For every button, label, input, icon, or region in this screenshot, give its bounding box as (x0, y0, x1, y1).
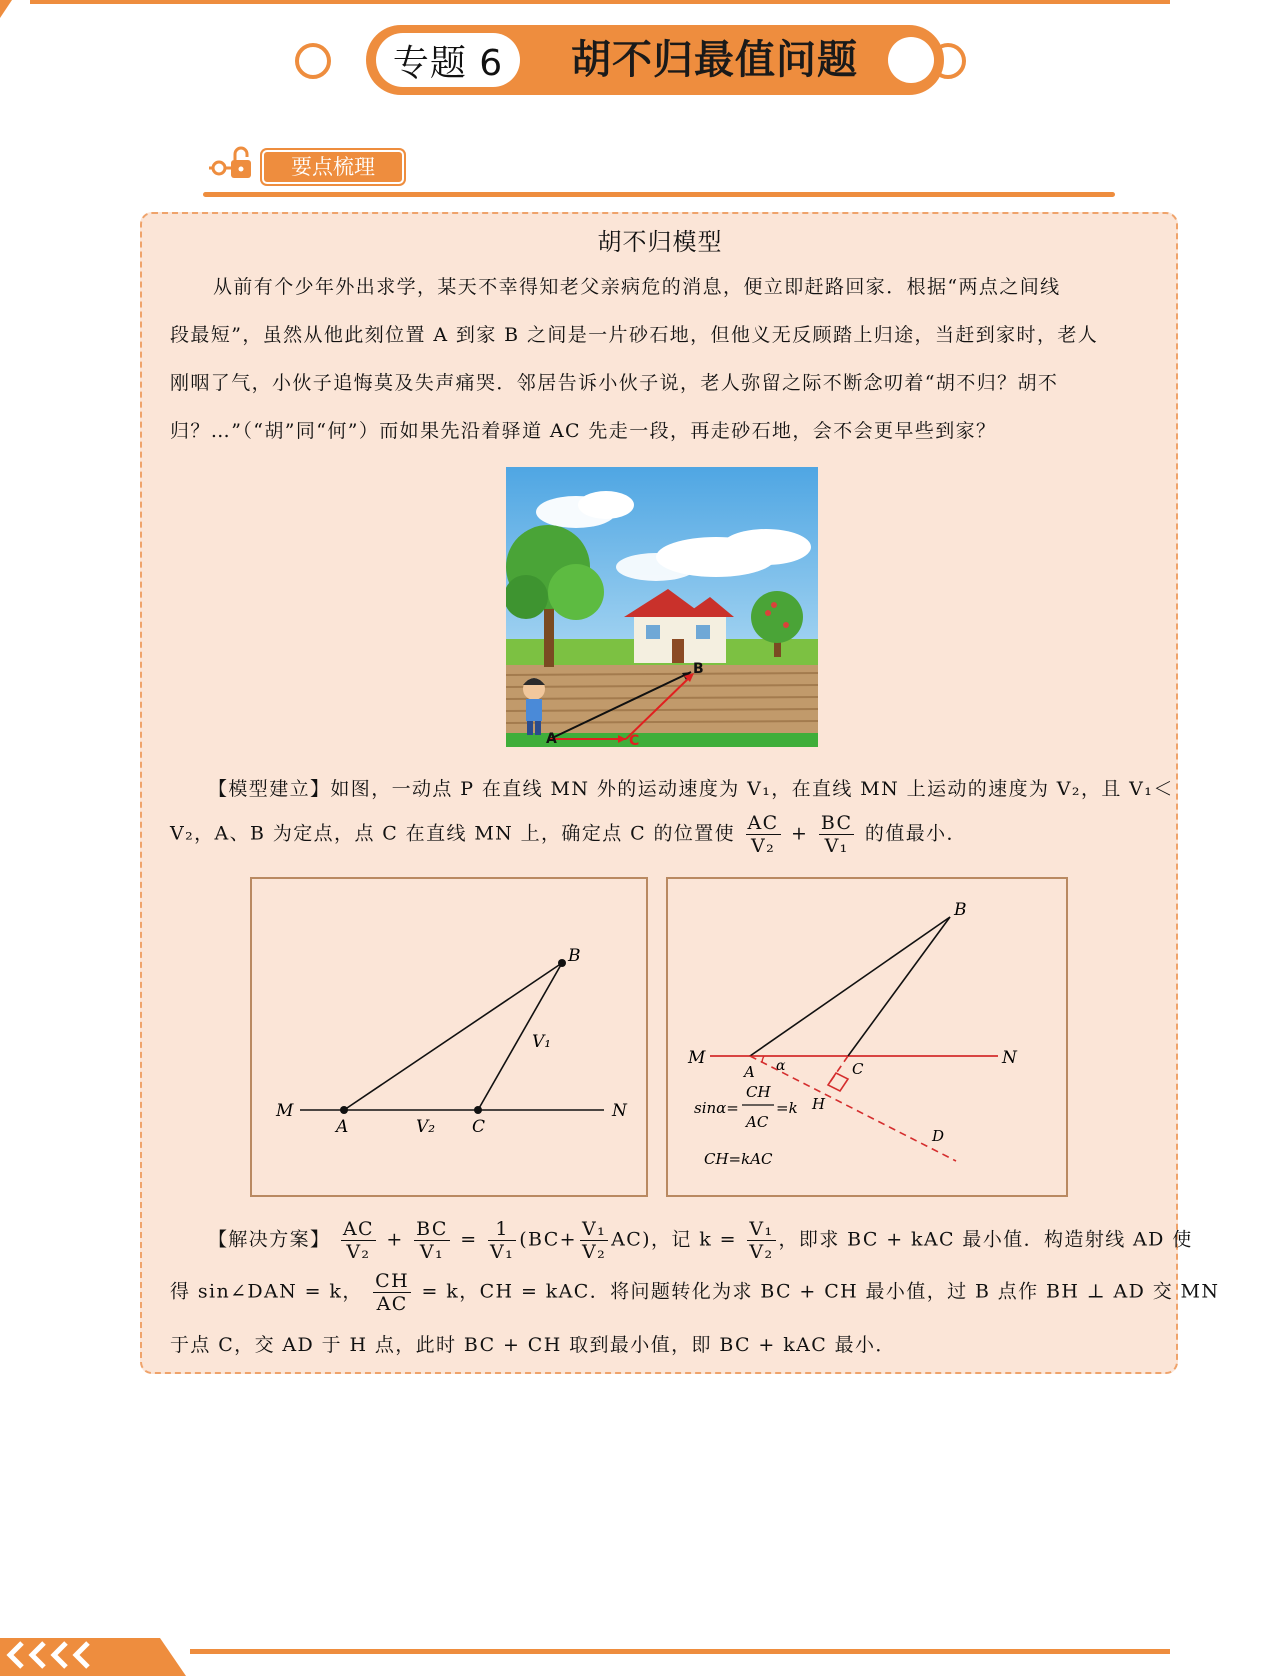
model-line-2 (170, 812, 1150, 857)
fig-left-a: A (336, 1117, 349, 1137)
sketch-label-c: C (629, 733, 640, 747)
key-lock-icon (205, 146, 257, 186)
chevron-arrows-icon (2, 1640, 94, 1670)
story-illustration (506, 467, 818, 747)
story-line-1: 从前有个少年外出求学，某天不幸得知老父亲病危的消息，便立即赶路回家．根据“两点之间线 (213, 276, 1061, 298)
fig-right-sin-eq: =k (776, 1099, 798, 1117)
story-line-2: 段最短”，虽然从他此刻位置 A 到家 B 之间是一片砂石地，但他义无反顾踏上归途，当赶到家时，老人 (170, 324, 1099, 346)
banner-dot-decoration (888, 37, 934, 83)
solution-line-2 (170, 1270, 1220, 1315)
top-corner-decoration (0, 0, 12, 18)
fig-right-c: C (852, 1060, 864, 1078)
fig-right-sin-num: CH (746, 1083, 771, 1101)
fig-right-b: B (954, 900, 967, 920)
story-line-3: 刚咽了气，小伙子追悔莫及失声痛哭．邻居告诉小伙子说，老人弥留之际不断念叨着“胡不归？胡不 (170, 372, 1059, 394)
fig-left-c: C (472, 1117, 486, 1137)
sketch-label-a: A (546, 731, 557, 747)
fraction-ac-v2: $\frac{AC}{\text{V₂}}$ (747, 812, 779, 857)
fig-right-ch-eq: CH=kAC (704, 1150, 773, 1168)
sol-frac-k: $\frac{\text{V₁}}{\text{V₂}}$ (749, 1218, 774, 1263)
fig-right-a: A (744, 1063, 755, 1081)
fig-left-n: N (612, 1101, 627, 1121)
fig-right-d: D (932, 1127, 945, 1145)
topic-label: 专题 6 (376, 33, 520, 87)
sol-frac-v1-v2: $\frac{\text{V₁}}{\text{V₂}}$ (581, 1218, 607, 1263)
fig-right-alpha: α (776, 1058, 786, 1074)
solution-line-3: 于点 C，交 AD 于 H 点，此时 BC + CH 取到最小值，即 BC + kAC 最小． (170, 1334, 896, 1356)
sol-line2-a: 得 sin∠DAN = k， (170, 1280, 363, 1303)
sol-eq: = (460, 1228, 478, 1251)
model-text-1: 如图，一动点 P 在直线 MN 外的运动速度为 V₁，在直线 MN 上运动的速度为 V₂，且 V₁＜ (330, 778, 1174, 800)
top-rule (30, 0, 1170, 4)
model-text-3: 的值最小． (864, 822, 967, 845)
sol-frac-ac-v2: $\frac{AC}{\text{V₂}}$ (342, 1218, 374, 1263)
topic-title: 胡不归最值问题 (571, 37, 858, 83)
solution-line-1 (208, 1218, 1193, 1263)
sol-frac-1-v1: $\frac{1}{\text{V₁}}$ (490, 1218, 515, 1263)
sol-mid: ，记 k = (651, 1228, 737, 1251)
model-line-1 (208, 774, 1188, 801)
fraction-bc-v1: $\frac{BC}{\text{V₁}}$ (820, 812, 853, 857)
section-tag (260, 148, 406, 186)
fig-left-b: B (568, 946, 581, 966)
panel-title: 胡不归模型 (597, 228, 723, 256)
sol-line2-b: = k，CH = kAC．将问题转化为求 BC + CH 最小值，过 B 点作 BH ⊥ AD 交 MN (421, 1280, 1220, 1303)
ring-left-decoration (295, 43, 331, 79)
model-text-2: V₂，A、B 为定点，点 C 在直线 MN 上，确定点 C 的位置使 (170, 822, 736, 845)
fig-right-n: N (1002, 1048, 1017, 1068)
fig-right-sin-den: AC (746, 1113, 769, 1131)
sol-paren-b: AC) (611, 1228, 651, 1251)
sol-frac-ch-ac: $\frac{CH}{AC}$ (375, 1270, 410, 1315)
figure-left (250, 877, 648, 1197)
section-rule (203, 192, 1115, 197)
bottom-rule (190, 1649, 1170, 1654)
figure-right (666, 877, 1068, 1197)
sol-tail-1: ，即求 BC + kAC 最小值．构造射线 AD 使 (778, 1228, 1193, 1251)
solution-head: 【解决方案】 (208, 1228, 331, 1251)
fig-right-m: M (688, 1048, 706, 1068)
sol-paren-a: (BC+ (519, 1228, 577, 1251)
fig-left-v1: V₁ (532, 1032, 552, 1052)
fig-left-m: M (276, 1101, 294, 1121)
story-line-4: 归？…”（“胡”同“何”）而如果先沿着驿道 AC 先走一段，再走砂石地，会不会更早些到家？ (170, 420, 997, 442)
sol-frac-bc-v1: $\frac{BC}{\text{V₁}}$ (416, 1218, 448, 1263)
plus-sign: + (791, 822, 809, 845)
fig-right-h: H (812, 1095, 826, 1113)
sol-plus: + (386, 1228, 404, 1251)
model-head: 【模型建立】 (208, 778, 331, 800)
title-banner (366, 25, 944, 95)
fig-left-v2: V₂ (416, 1117, 436, 1137)
fig-right-sin-label: sinα= (694, 1099, 739, 1117)
section-tag-label: 要点梳理 (291, 155, 375, 179)
sketch-label-b: B (693, 661, 704, 677)
